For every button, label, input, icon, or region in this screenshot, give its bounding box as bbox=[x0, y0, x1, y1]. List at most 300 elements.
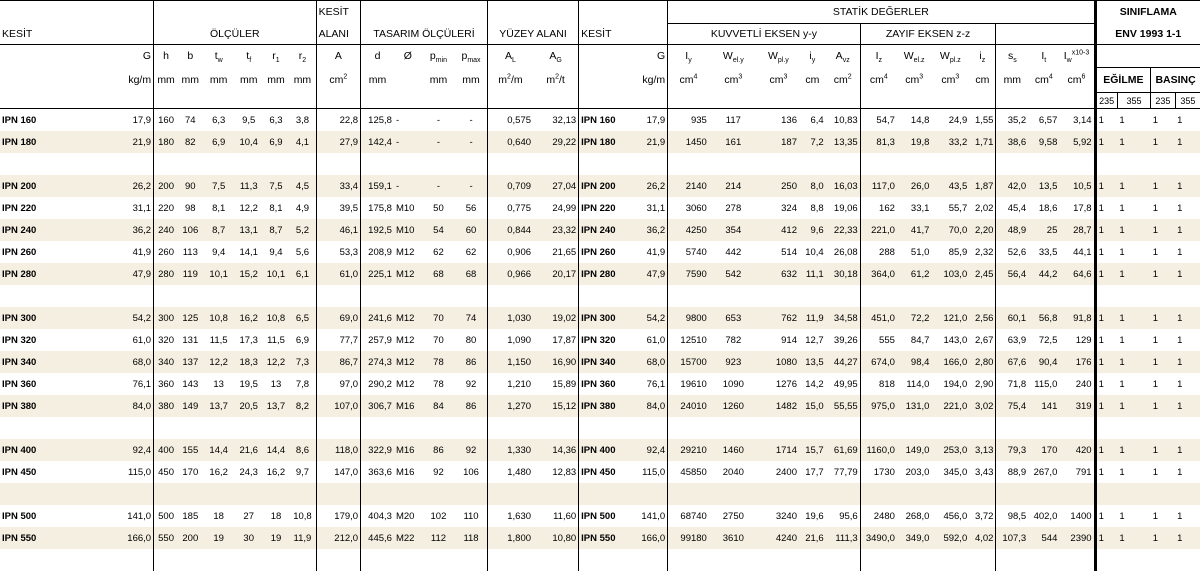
table-cell: 1 bbox=[1175, 263, 1200, 285]
table-cell: 76,1 bbox=[625, 373, 667, 395]
table-cell: 11,5 bbox=[203, 329, 235, 351]
table-cell: 76,1 bbox=[65, 373, 154, 395]
table-cell: 21,6 bbox=[799, 527, 826, 549]
section-name-cell: IPN 320 bbox=[0, 329, 65, 351]
table-cell: 10,80 bbox=[533, 527, 579, 549]
table-cell: 1 bbox=[1095, 505, 1117, 527]
table-row bbox=[0, 351, 1200, 373]
table-cell: 1 bbox=[1151, 329, 1175, 351]
table-row bbox=[0, 505, 1200, 527]
table-cell: 420 bbox=[1059, 439, 1095, 461]
unit-ag: $m^2/t$ bbox=[533, 68, 579, 93]
section-name-cell: IPN 300 bbox=[0, 307, 65, 329]
table-cell: 14,4 bbox=[203, 439, 235, 461]
table-cell: 2390 bbox=[1059, 527, 1095, 549]
table-cell: 92,4 bbox=[625, 439, 667, 461]
table-cell: 1 bbox=[1175, 373, 1200, 395]
table-cell: 185 bbox=[178, 505, 202, 527]
table-cell: 360 bbox=[154, 373, 178, 395]
table-cell: 16,03 bbox=[826, 175, 861, 197]
table-cell: 8,7 bbox=[203, 219, 235, 241]
table-cell: 1 bbox=[1151, 241, 1175, 263]
table-cell: 70 bbox=[422, 307, 455, 329]
table-cell: 79,3 bbox=[996, 439, 1028, 461]
table-cell: 27,04 bbox=[533, 175, 579, 197]
header-kuvvetli-eksen: KUVVETLİ EKSEN y-y bbox=[668, 24, 861, 45]
table-cell: 456,0 bbox=[931, 505, 969, 527]
table-cell: 791 bbox=[1059, 461, 1095, 483]
table-cell: 306,7 bbox=[361, 395, 394, 417]
table-cell: 1460 bbox=[709, 439, 758, 461]
table-cell: 13,35 bbox=[826, 131, 861, 153]
symbol-b: b bbox=[178, 45, 202, 68]
table-cell: 1080 bbox=[758, 351, 799, 373]
section-name-cell: IPN 300 bbox=[579, 307, 626, 329]
table-cell: 24,9 bbox=[931, 109, 969, 132]
table-cell: 11,9 bbox=[289, 527, 316, 549]
table-cell: 442 bbox=[709, 241, 758, 263]
table-cell: 41,9 bbox=[65, 241, 154, 263]
table-cell: 818 bbox=[860, 373, 897, 395]
table-cell: 221,0 bbox=[931, 395, 969, 417]
table-cell: 54,7 bbox=[860, 109, 897, 132]
table-cell: 13,5 bbox=[1028, 175, 1059, 197]
table-cell: 4,9 bbox=[289, 197, 316, 219]
table-cell: 1 bbox=[1117, 461, 1150, 483]
unit-iy: $cm^4$ bbox=[668, 68, 709, 93]
table-cell: 1,71 bbox=[969, 131, 996, 153]
table-cell: 92,4 bbox=[65, 439, 154, 461]
table-cell: 268,0 bbox=[897, 505, 932, 527]
table-cell: 450 bbox=[154, 461, 178, 483]
section-name-cell: IPN 160 bbox=[579, 109, 626, 132]
table-cell: 19,5 bbox=[235, 373, 263, 395]
table-cell: 36,2 bbox=[65, 219, 154, 241]
table-cell: 137 bbox=[178, 351, 202, 373]
table-cell: 86 bbox=[422, 439, 455, 461]
table-cell: 4,1 bbox=[289, 131, 316, 153]
table-cell: 1160,0 bbox=[860, 439, 897, 461]
table-cell: 84,7 bbox=[897, 329, 932, 351]
table-cell: 11,60 bbox=[533, 505, 579, 527]
table-cell: 84,0 bbox=[65, 395, 154, 417]
table-cell: 27,9 bbox=[316, 131, 361, 153]
table-cell: 1,55 bbox=[969, 109, 996, 132]
table-cell: 53,3 bbox=[316, 241, 361, 263]
spacer-row bbox=[0, 285, 1200, 307]
header-env-standard: ENV 1993 1-1 bbox=[1095, 24, 1200, 45]
table-row bbox=[0, 395, 1200, 417]
table-cell: 117 bbox=[709, 109, 758, 132]
unit-wel-z: $cm^3$ bbox=[897, 68, 932, 93]
table-cell: 20,17 bbox=[533, 263, 579, 285]
table-cell: 23,32 bbox=[533, 219, 579, 241]
table-cell: 97,0 bbox=[316, 373, 361, 395]
table-cell: 77,79 bbox=[826, 461, 861, 483]
table-cell: 214 bbox=[709, 175, 758, 197]
unit-pmin: mm bbox=[422, 68, 455, 93]
table-cell: 63,9 bbox=[996, 329, 1028, 351]
symbol-wpl-y: $W_{pl.y}$ bbox=[758, 45, 799, 68]
table-cell: 67,6 bbox=[996, 351, 1028, 373]
table-cell: 125 bbox=[178, 307, 202, 329]
table-cell: 322,9 bbox=[361, 439, 394, 461]
table-cell: 200 bbox=[178, 527, 202, 549]
table-cell: 3060 bbox=[668, 197, 709, 219]
table-cell: 1 bbox=[1117, 527, 1150, 549]
table-cell: 1,330 bbox=[487, 439, 533, 461]
header-olculer: ÖLÇÜLER bbox=[154, 24, 316, 45]
table-cell: 280 bbox=[154, 263, 178, 285]
table-cell: 8,1 bbox=[203, 197, 235, 219]
table-cell: 12,7 bbox=[799, 329, 826, 351]
table-cell: 6,9 bbox=[289, 329, 316, 351]
table-cell: 1 bbox=[1175, 109, 1200, 132]
table-cell: 1 bbox=[1175, 395, 1200, 417]
table-cell: 147,0 bbox=[316, 461, 361, 483]
table-cell: M16 bbox=[394, 439, 422, 461]
table-cell: 21,9 bbox=[65, 131, 154, 153]
table-cell: 3,02 bbox=[969, 395, 996, 417]
table-cell: 13,7 bbox=[203, 395, 235, 417]
table-cell: 1 bbox=[1095, 461, 1117, 483]
table-cell: 13,1 bbox=[235, 219, 263, 241]
table-row bbox=[0, 527, 1200, 549]
table-cell: 1 bbox=[1117, 351, 1150, 373]
table-cell: 1 bbox=[1117, 109, 1150, 132]
table-cell: 412 bbox=[758, 219, 799, 241]
section-name-cell: IPN 220 bbox=[579, 197, 626, 219]
table-cell: 15,12 bbox=[533, 395, 579, 417]
table-cell: 451,0 bbox=[860, 307, 897, 329]
table-cell: 6,57 bbox=[1028, 109, 1059, 132]
table-cell: 1 bbox=[1117, 373, 1150, 395]
table-cell: 21,6 bbox=[235, 439, 263, 461]
header-basinc: BASINÇ bbox=[1151, 68, 1200, 93]
table-cell: 1 bbox=[1151, 219, 1175, 241]
table-cell: 4,5 bbox=[289, 175, 316, 197]
table-cell: 1,030 bbox=[487, 307, 533, 329]
table-cell: 340 bbox=[154, 351, 178, 373]
symbol-tw: $t_w$ bbox=[203, 45, 235, 68]
table-cell: 5,92 bbox=[1059, 131, 1095, 153]
symbol-pmin: $p_{min}$ bbox=[422, 45, 455, 68]
table-cell: 10,5 bbox=[1059, 175, 1095, 197]
table-cell: 0,844 bbox=[487, 219, 533, 241]
table-cell: 98 bbox=[178, 197, 202, 219]
table-cell: 402,0 bbox=[1028, 505, 1059, 527]
table-body bbox=[0, 109, 1200, 571]
unit-b: mm bbox=[178, 68, 202, 93]
table-cell: 1 bbox=[1151, 197, 1175, 219]
table-cell: 112 bbox=[422, 527, 455, 549]
table-cell: 260 bbox=[154, 241, 178, 263]
table-cell: 2,02 bbox=[969, 197, 996, 219]
table-cell: 18,6 bbox=[1028, 197, 1059, 219]
table-cell: 102 bbox=[422, 505, 455, 527]
table-cell: 500 bbox=[154, 505, 178, 527]
section-name-cell: IPN 500 bbox=[579, 505, 626, 527]
unit-tf: mm bbox=[235, 68, 263, 93]
table-cell: 1 bbox=[1175, 439, 1200, 461]
table-cell: 103,0 bbox=[931, 263, 969, 285]
section-name-cell: IPN 240 bbox=[0, 219, 65, 241]
table-cell: 118,0 bbox=[316, 439, 361, 461]
table-cell: 6,4 bbox=[799, 109, 826, 132]
table-cell: 17,8 bbox=[1059, 197, 1095, 219]
table-cell: 1 bbox=[1117, 175, 1150, 197]
table-cell: 19,8 bbox=[897, 131, 932, 153]
table-cell: 13,5 bbox=[799, 351, 826, 373]
section-name-cell: IPN 500 bbox=[0, 505, 65, 527]
table-cell: 0,906 bbox=[487, 241, 533, 263]
table-cell: 26,08 bbox=[826, 241, 861, 263]
table-cell: 10,8 bbox=[263, 307, 290, 329]
section-name-cell: IPN 450 bbox=[0, 461, 65, 483]
unit-a: $cm^2$ bbox=[316, 68, 361, 93]
table-cell: 241,6 bbox=[361, 307, 394, 329]
table-cell: 1 bbox=[1151, 131, 1175, 153]
table-cell: 88,9 bbox=[996, 461, 1028, 483]
table-cell: 16,90 bbox=[533, 351, 579, 373]
table-cell: 14,2 bbox=[799, 373, 826, 395]
table-cell: 1 bbox=[1095, 131, 1117, 153]
table-cell: 8,6 bbox=[289, 439, 316, 461]
table-cell: 62 bbox=[422, 241, 455, 263]
table-cell: 1 bbox=[1095, 307, 1117, 329]
table-cell: 98,4 bbox=[897, 351, 932, 373]
table-cell: 64,6 bbox=[1059, 263, 1095, 285]
table-cell: 119 bbox=[178, 263, 202, 285]
table-cell: 975,0 bbox=[860, 395, 897, 417]
table-cell: 22,8 bbox=[316, 109, 361, 132]
table-cell: - bbox=[394, 109, 422, 132]
table-cell: 7,3 bbox=[289, 351, 316, 373]
table-cell: 68740 bbox=[668, 505, 709, 527]
table-cell: 85,9 bbox=[931, 241, 969, 263]
table-cell: 11,5 bbox=[263, 329, 290, 351]
table-cell: 0,775 bbox=[487, 197, 533, 219]
table-cell: 6,3 bbox=[203, 109, 235, 132]
table-cell: 514 bbox=[758, 241, 799, 263]
table-cell: 10,4 bbox=[799, 241, 826, 263]
table-cell: 2,80 bbox=[969, 351, 996, 373]
table-cell: 653 bbox=[709, 307, 758, 329]
table-cell: 2,20 bbox=[969, 219, 996, 241]
table-cell: 290,2 bbox=[361, 373, 394, 395]
symbol-r2: $r_2$ bbox=[289, 45, 316, 68]
table-cell: M20 bbox=[394, 505, 422, 527]
table-cell: 78 bbox=[422, 351, 455, 373]
section-name-cell: IPN 360 bbox=[0, 373, 65, 395]
table-cell: 74 bbox=[178, 109, 202, 132]
table-cell: 555 bbox=[860, 329, 897, 351]
table-cell: 1 bbox=[1175, 505, 1200, 527]
table-cell: 1,800 bbox=[487, 527, 533, 549]
table-cell: 71,8 bbox=[996, 373, 1028, 395]
table-cell: 62 bbox=[455, 241, 487, 263]
table-cell: 160 bbox=[154, 109, 178, 132]
table-cell: 9,7 bbox=[289, 461, 316, 483]
table-cell: 1 bbox=[1151, 527, 1175, 549]
table-cell: 9,5 bbox=[235, 109, 263, 132]
symbol-i-z: $i_z$ bbox=[969, 45, 996, 68]
table-cell: 1 bbox=[1095, 329, 1117, 351]
table-cell: 320 bbox=[154, 329, 178, 351]
spacer-row bbox=[0, 417, 1200, 439]
table-cell: 2400 bbox=[758, 461, 799, 483]
table-cell: 24,99 bbox=[533, 197, 579, 219]
table-cell: 12,2 bbox=[263, 351, 290, 373]
table-cell: 86 bbox=[455, 395, 487, 417]
table-cell: 1 bbox=[1151, 395, 1175, 417]
table-cell: 0,575 bbox=[487, 109, 533, 132]
table-cell: 21,65 bbox=[533, 241, 579, 263]
table-cell: 8,1 bbox=[263, 197, 290, 219]
table-cell: 69,0 bbox=[316, 307, 361, 329]
table-cell: - bbox=[422, 131, 455, 153]
table-cell: M12 bbox=[394, 263, 422, 285]
table-cell: 9,6 bbox=[799, 219, 826, 241]
grade-basinc-235: 235 bbox=[1151, 93, 1175, 109]
table-cell: 1 bbox=[1117, 219, 1150, 241]
table-cell: 1 bbox=[1095, 395, 1117, 417]
table-cell: 1 bbox=[1117, 197, 1150, 219]
table-cell: 49,95 bbox=[826, 373, 861, 395]
table-cell: 45,4 bbox=[996, 197, 1028, 219]
table-cell: 176 bbox=[1059, 351, 1095, 373]
table-cell: 18 bbox=[203, 505, 235, 527]
table-cell: 1,210 bbox=[487, 373, 533, 395]
table-cell: 29210 bbox=[668, 439, 709, 461]
unit-wpl-z: $cm^3$ bbox=[931, 68, 969, 93]
table-cell: 1 bbox=[1151, 263, 1175, 285]
table-cell: 78 bbox=[422, 373, 455, 395]
table-cell: 61,0 bbox=[625, 329, 667, 351]
table-cell: 45850 bbox=[668, 461, 709, 483]
symbol-avz: $A_{vz}$ bbox=[826, 45, 861, 68]
table-cell: 1 bbox=[1151, 439, 1175, 461]
table-cell: 349,0 bbox=[897, 527, 932, 549]
table-cell: 3,72 bbox=[969, 505, 996, 527]
table-cell: 1090 bbox=[709, 373, 758, 395]
table-cell: M16 bbox=[394, 395, 422, 417]
table-cell: 86,7 bbox=[316, 351, 361, 373]
table-cell: 125,8 bbox=[361, 109, 394, 132]
section-name-cell: IPN 380 bbox=[579, 395, 626, 417]
table-cell: 1 bbox=[1095, 109, 1117, 132]
table-cell: 1,87 bbox=[969, 175, 996, 197]
table-cell: 68,0 bbox=[625, 351, 667, 373]
table-cell: 1 bbox=[1095, 439, 1117, 461]
table-cell: - bbox=[422, 175, 455, 197]
table-cell: 84 bbox=[422, 395, 455, 417]
table-cell: 1 bbox=[1095, 527, 1117, 549]
table-cell: 220 bbox=[154, 197, 178, 219]
header-kesit-alani-1: KESİT bbox=[316, 1, 361, 24]
table-cell: - bbox=[394, 131, 422, 153]
table-cell: 26,2 bbox=[625, 175, 667, 197]
table-cell: 1 bbox=[1175, 329, 1200, 351]
symbol-pmax: $p_{max}$ bbox=[455, 45, 487, 68]
table-cell: 1 bbox=[1095, 351, 1117, 373]
table-cell: 1 bbox=[1175, 197, 1200, 219]
table-row bbox=[0, 263, 1200, 285]
header-tasarim-olculeri: TASARIM ÖLÇÜLERİ bbox=[361, 24, 488, 45]
table-cell: 354 bbox=[709, 219, 758, 241]
table-cell: 61,69 bbox=[826, 439, 861, 461]
table-cell: 300 bbox=[154, 307, 178, 329]
table-cell: M22 bbox=[394, 527, 422, 549]
table-cell: 110 bbox=[455, 505, 487, 527]
table-cell: 2,90 bbox=[969, 373, 996, 395]
unit-al: $m^2/m$ bbox=[487, 68, 533, 93]
table-cell: 61,2 bbox=[897, 263, 932, 285]
table-cell: 70 bbox=[422, 329, 455, 351]
header-statik-degerler: STATİK DEĞERLER bbox=[668, 1, 1095, 24]
table-cell: 923 bbox=[709, 351, 758, 373]
table-cell: 10,83 bbox=[826, 109, 861, 132]
table-cell: 1,630 bbox=[487, 505, 533, 527]
header-kesit-2: KESİT bbox=[579, 24, 668, 45]
table-cell: 278 bbox=[709, 197, 758, 219]
symbol-iw: $I_w^{x10-3}$ bbox=[1059, 45, 1095, 68]
table-row bbox=[0, 439, 1200, 461]
table-cell: 1 bbox=[1151, 109, 1175, 132]
table-cell: 16,2 bbox=[235, 307, 263, 329]
table-cell: 41,7 bbox=[897, 219, 932, 241]
table-cell: 935 bbox=[668, 109, 709, 132]
table-cell: M12 bbox=[394, 373, 422, 395]
unit-avz: $cm^2$ bbox=[826, 68, 861, 93]
unit-g: kg/m bbox=[65, 68, 154, 93]
table-cell: M12 bbox=[394, 329, 422, 351]
symbol-h: h bbox=[154, 45, 178, 68]
table-cell: 26,2 bbox=[65, 175, 154, 197]
table-cell: 1 bbox=[1117, 505, 1150, 527]
table-cell: 7,5 bbox=[263, 175, 290, 197]
table-cell: 11,9 bbox=[799, 307, 826, 329]
unit-g-2: kg/m bbox=[625, 68, 667, 93]
table-cell: 19,6 bbox=[799, 505, 826, 527]
table-cell: M16 bbox=[394, 461, 422, 483]
table-cell: 51,0 bbox=[897, 241, 932, 263]
table-cell: 18 bbox=[263, 505, 290, 527]
table-cell: 240 bbox=[1059, 373, 1095, 395]
table-cell: 42,0 bbox=[996, 175, 1028, 197]
header-siniflama: SINIFLAMA bbox=[1095, 1, 1200, 24]
table-cell: 24,3 bbox=[235, 461, 263, 483]
table-cell: 30,18 bbox=[826, 263, 861, 285]
symbol-wel-y: $W_{el.y}$ bbox=[709, 45, 758, 68]
table-cell: 3,43 bbox=[969, 461, 996, 483]
table-cell: 129 bbox=[1059, 329, 1095, 351]
table-cell: 5,2 bbox=[289, 219, 316, 241]
table-cell: 68 bbox=[422, 263, 455, 285]
table-row bbox=[0, 197, 1200, 219]
table-cell: M12 bbox=[394, 307, 422, 329]
unit-h: mm bbox=[154, 68, 178, 93]
table-cell: 170 bbox=[178, 461, 202, 483]
table-cell: 15,7 bbox=[799, 439, 826, 461]
table-cell: 56 bbox=[455, 197, 487, 219]
table-cell: 143 bbox=[178, 373, 202, 395]
table-cell: 80 bbox=[455, 329, 487, 351]
table-cell: 1 bbox=[1117, 329, 1150, 351]
table-cell: 3,8 bbox=[289, 109, 316, 132]
table-row bbox=[0, 109, 1200, 132]
section-name-cell: IPN 340 bbox=[0, 351, 65, 373]
